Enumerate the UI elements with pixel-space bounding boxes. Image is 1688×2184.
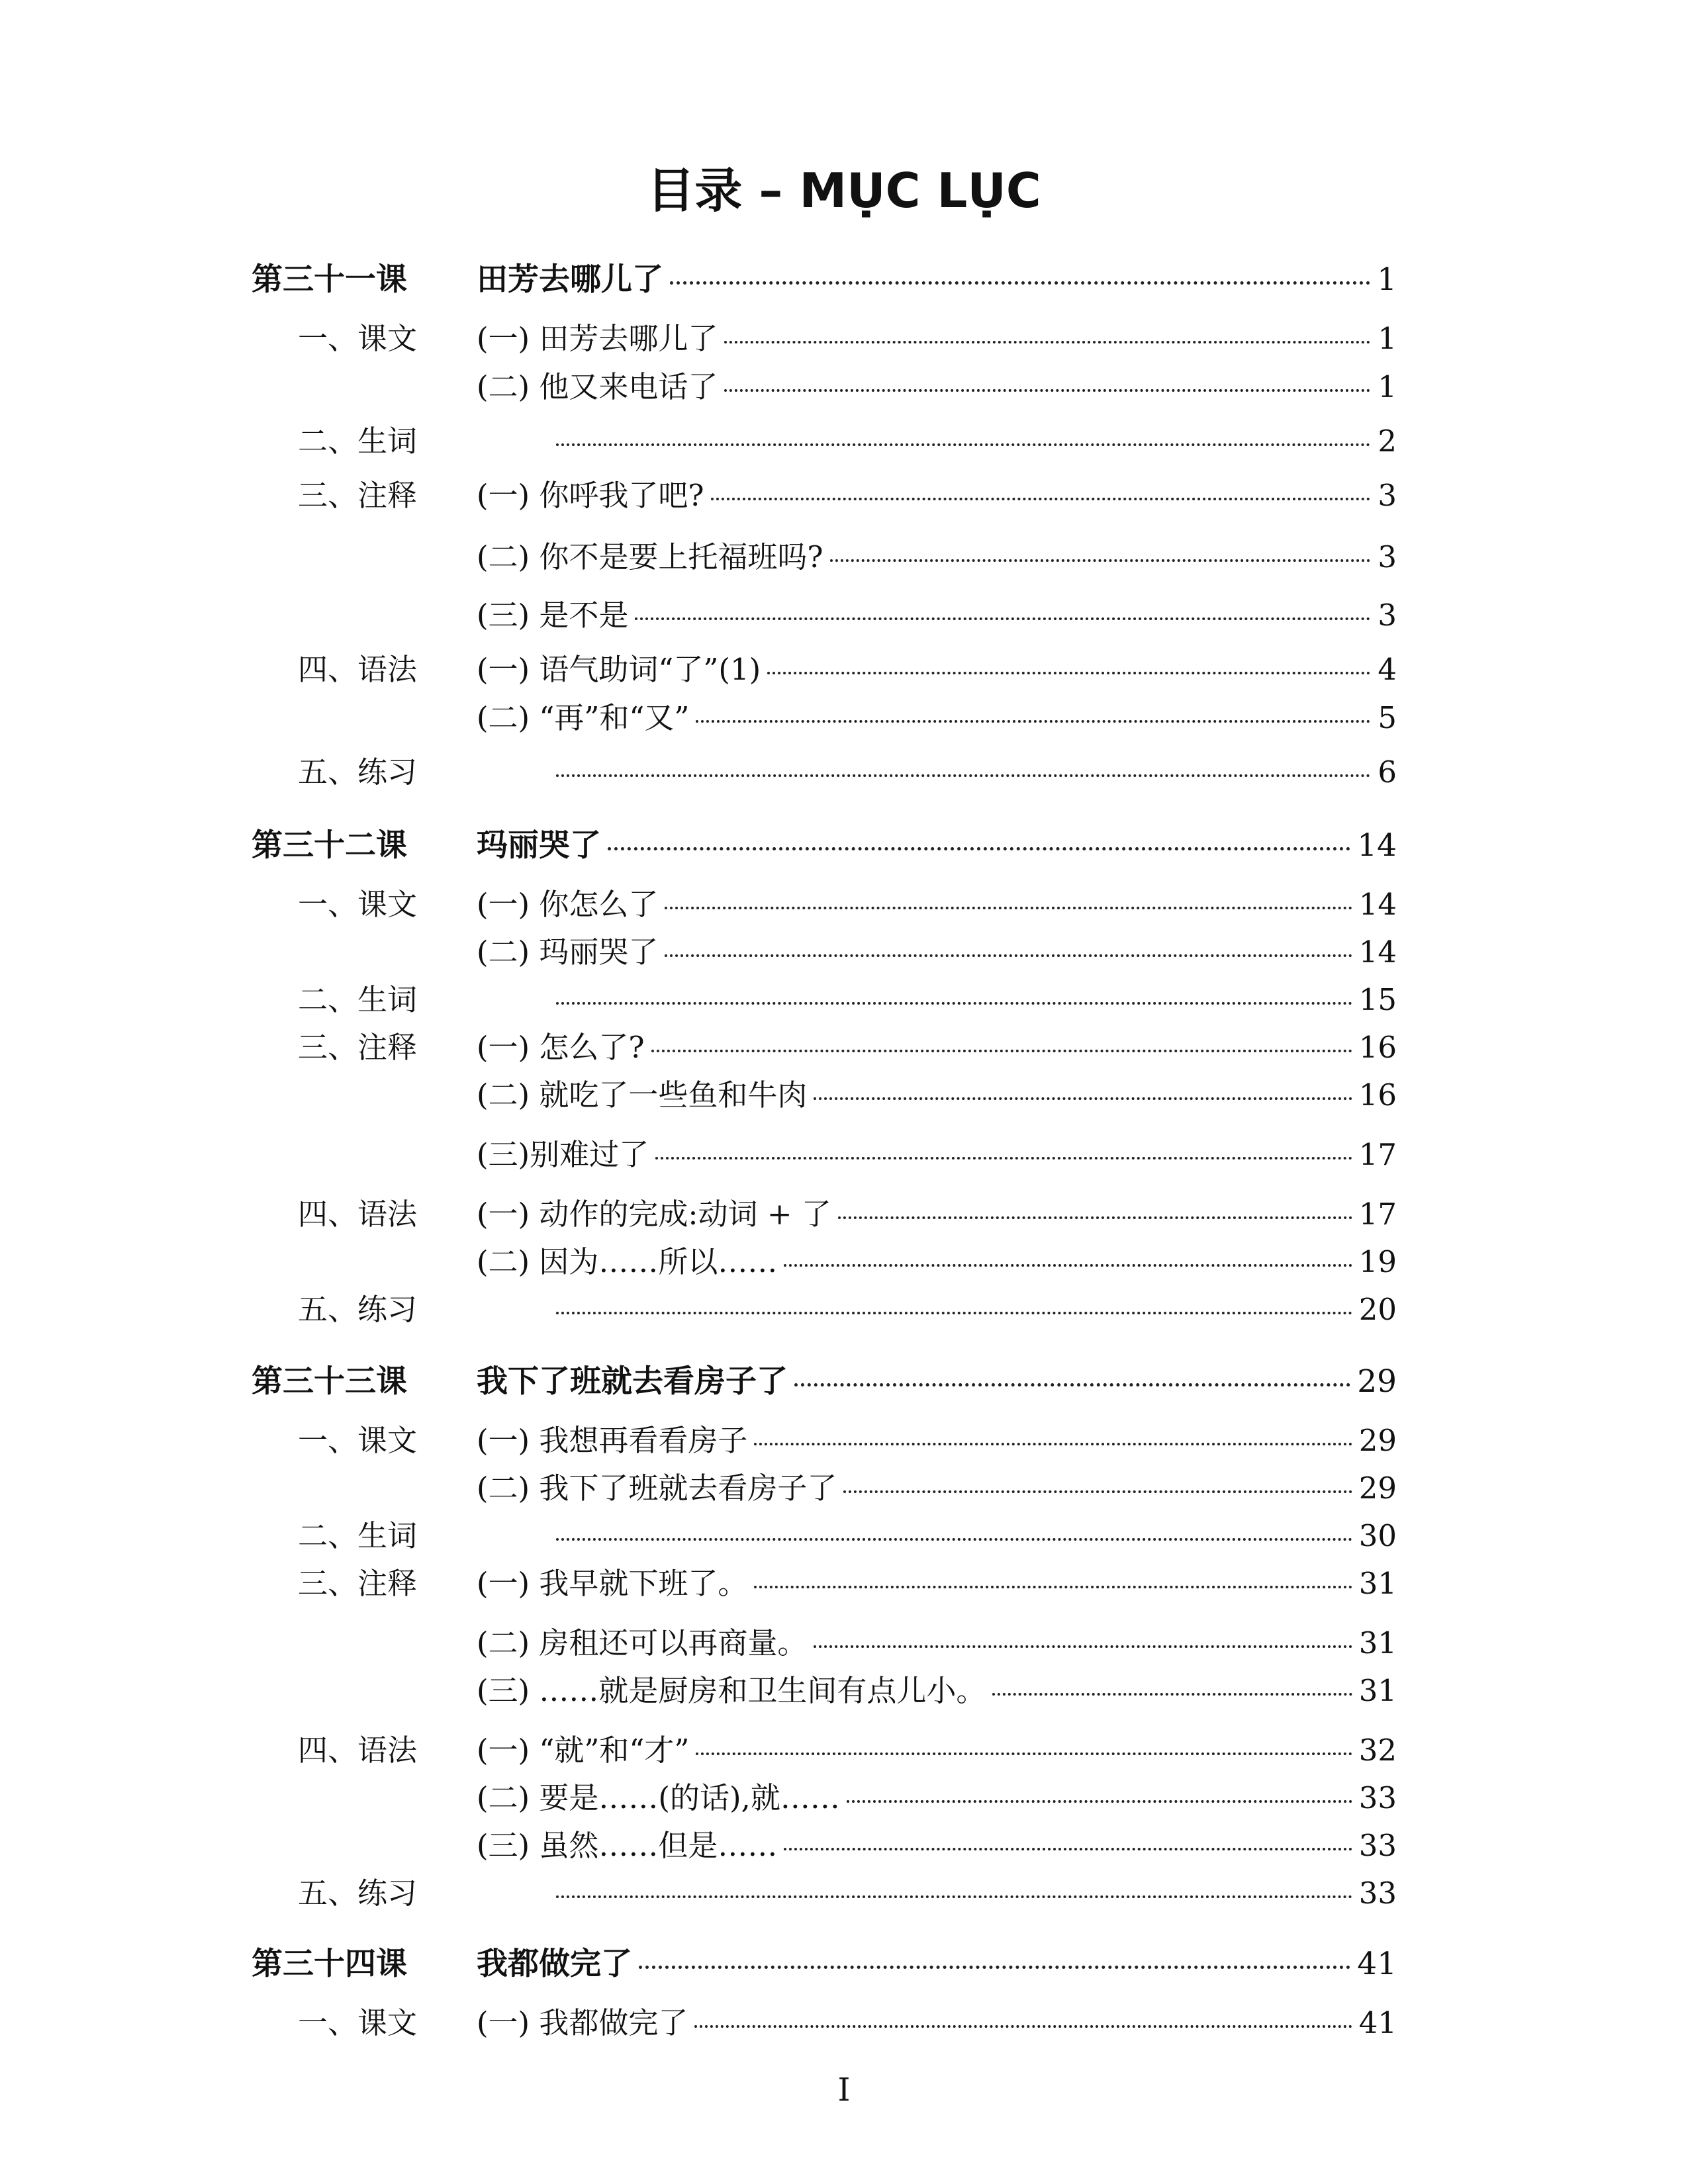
section-label: 三、注释 [298,1566,418,1601]
toc-sub-entry[interactable] [252,1238,1397,1280]
toc-lesson-entry[interactable] [252,1939,1397,1981]
dot-leader [767,672,1370,674]
toc-sub-entry[interactable] [252,1559,1397,1602]
entry-page-number: 3 [1378,539,1397,574]
section-label: 一、课文 [298,321,418,356]
entry-page-number: 1 [1377,261,1397,298]
entry-title: (一) 你呼我了吧? [477,478,704,513]
entry-page-number: 3 [1378,478,1397,513]
toc-sub-entry[interactable] [252,1464,1397,1506]
dot-leader [556,1538,1352,1541]
page-title: 目录 – MỤC LỤC [647,163,1041,218]
toc-sub-entry[interactable] [252,1999,1397,2041]
toc-sub-entry[interactable] [252,880,1397,923]
entry-title: (二) 你不是要上托福班吗? [477,539,823,574]
toc-sub-entry[interactable] [252,363,1397,405]
dot-leader [608,847,1350,850]
section-label: 二、生词 [298,424,418,459]
toc-sub-entry[interactable] [252,1619,1397,1661]
toc-sub-entry[interactable] [252,591,1397,633]
toc-sub-entry[interactable] [252,533,1397,575]
entry-title: (二) 我下了班就去看房子了 [477,1471,837,1506]
entry-title: 田芳去哪儿了 [477,261,663,298]
dot-leader [556,443,1370,446]
section-label: 五、练习 [298,1292,418,1327]
entry-page-number: 30 [1358,1518,1397,1553]
toc-sub-entry[interactable] [252,314,1397,357]
entry-title: (一) 你怎么了 [477,887,659,922]
dot-leader [814,1645,1352,1648]
lesson-label: 第三十三课 [252,1363,407,1400]
entry-page-number: 16 [1358,1030,1397,1065]
entry-title: (三) ……就是厨房和卫生间有点儿小。 [477,1673,986,1708]
dot-leader [847,1800,1352,1803]
entry-page-number: 41 [1358,2005,1397,2040]
entry-title: (二) 就吃了一些鱼和牛肉 [477,1077,808,1113]
entry-page-number: 31 [1358,1566,1397,1601]
entry-title: (一) 怎么了? [477,1030,645,1065]
dot-leader [665,907,1352,909]
entry-title: (二) 房租还可以再商量。 [477,1625,808,1661]
section-label: 五、练习 [298,1876,418,1911]
dot-leader [814,1097,1352,1100]
entry-title: (二) “再”和“又” [477,700,690,735]
dot-leader [754,1443,1352,1445]
entry-title: (一) 我都做完了 [477,2005,688,2040]
dot-leader [556,1895,1352,1898]
toc-sub-entry[interactable] [252,1071,1397,1113]
entry-title: (一) 动作的完成:动词 + 了 [477,1197,831,1232]
section-label: 四、语法 [298,1197,418,1232]
dot-leader [843,1490,1352,1493]
entry-page-number: 4 [1378,652,1397,687]
entry-title: 我都做完了 [477,1946,632,1982]
toc-sub-entry[interactable] [252,1666,1397,1709]
dot-leader [711,498,1370,500]
entry-page-number: 1 [1378,369,1397,404]
entry-title: 玛丽哭了 [477,827,601,864]
entry-title: (一) 我想再看看房子 [477,1423,748,1458]
entry-page-number: 41 [1357,1946,1397,1982]
dot-leader [556,1002,1352,1005]
section-label: 一、课文 [298,1423,418,1458]
entry-title: (一) 语气助词“了”(1) [477,652,761,687]
entry-page-number: 2 [1378,424,1397,459]
toc-sub-entry[interactable] [252,1512,1397,1554]
section-label: 五、练习 [298,754,418,790]
entry-page-number: 17 [1358,1197,1397,1232]
dot-leader [670,281,1370,285]
toc-lesson-entry[interactable] [252,821,1397,863]
dot-leader [556,774,1370,777]
toc-sub-entry[interactable] [252,1285,1397,1328]
dot-leader [724,341,1370,343]
toc-sub-entry[interactable] [252,1023,1397,1066]
entry-title: (二) 玛丽哭了 [477,934,659,970]
entry-page-number: 20 [1358,1292,1397,1327]
entry-page-number: 17 [1358,1137,1397,1172]
toc-sub-entry[interactable] [252,694,1397,736]
entry-title: (三)别难过了 [477,1137,649,1172]
entry-page-number: 16 [1358,1077,1397,1113]
dot-leader [696,1752,1352,1755]
entry-page-number: 29 [1358,1423,1397,1458]
toc-sub-entry[interactable] [252,1774,1397,1816]
entry-title: 我下了班就去看房子了 [477,1363,788,1400]
entry-page-number: 33 [1358,1876,1397,1911]
entry-title: (二) 要是……(的话),就…… [477,1780,840,1815]
dot-leader [639,1966,1350,1969]
entry-title: (一) 我早就下班了。 [477,1566,748,1601]
toc-sub-entry[interactable] [252,1130,1397,1173]
section-label: 二、生词 [298,1518,418,1553]
toc-lesson-entry[interactable] [252,255,1397,297]
dot-leader [556,1312,1352,1314]
toc-sub-entry[interactable] [252,1416,1397,1459]
entry-page-number: 6 [1378,754,1397,790]
entry-title: (二) 因为……所以…… [477,1244,778,1279]
toc-sub-entry[interactable] [252,1190,1397,1232]
entry-title: (三) 是不是 [477,598,629,633]
dot-leader [794,1383,1350,1387]
entry-page-number: 19 [1358,1244,1397,1279]
page-number: I [837,2071,851,2109]
entry-page-number: 14 [1358,887,1397,922]
entry-page-number: 33 [1358,1780,1397,1815]
lesson-label: 第三十一课 [252,261,407,298]
toc-sub-entry[interactable] [252,748,1397,790]
entry-page-number: 33 [1358,1828,1397,1863]
entry-page-number: 5 [1378,700,1397,735]
entry-page-number: 29 [1357,1363,1397,1400]
dot-leader [635,617,1370,620]
entry-page-number: 29 [1358,1471,1397,1506]
entry-page-number: 32 [1358,1733,1397,1768]
entry-page-number: 14 [1357,827,1397,864]
dot-leader [992,1693,1352,1696]
dot-leader [784,1848,1352,1850]
toc-lesson-entry[interactable] [252,1357,1397,1399]
entry-title: (一) 田芳去哪儿了 [477,321,718,356]
section-label: 四、语法 [298,1733,418,1768]
toc-sub-entry[interactable] [252,976,1397,1018]
lesson-label: 第三十四课 [252,1946,407,1982]
dot-leader [651,1050,1352,1052]
section-label: 三、注释 [298,478,418,513]
section-label: 二、生词 [298,982,418,1017]
toc-sub-entry[interactable] [252,471,1397,514]
entry-page-number: 15 [1358,982,1397,1017]
section-label: 三、注释 [298,1030,418,1065]
dot-leader [665,954,1352,957]
entry-page-number: 31 [1358,1625,1397,1661]
entry-title: (三) 虽然……但是…… [477,1828,778,1863]
entry-page-number: 14 [1358,934,1397,970]
toc-sub-entry[interactable] [252,1726,1397,1768]
dot-leader [754,1586,1352,1588]
section-label: 一、课文 [298,2005,418,2040]
dot-leader [696,720,1370,723]
toc-sub-entry[interactable] [252,1869,1397,1911]
toc-sub-entry[interactable] [252,1821,1397,1864]
dot-leader [724,389,1370,392]
entry-page-number: 3 [1378,598,1397,633]
toc-sub-entry[interactable] [252,417,1397,459]
lesson-label: 第三十二课 [252,827,407,864]
section-label: 一、课文 [298,887,418,922]
toc-sub-entry[interactable] [252,645,1397,688]
entry-title: (一) “就”和“才” [477,1733,690,1768]
entry-page-number: 31 [1358,1673,1397,1708]
dot-leader [655,1157,1352,1160]
dot-leader [838,1216,1352,1219]
dot-leader [694,2025,1352,2028]
dot-leader [830,559,1370,562]
section-label: 四、语法 [298,652,418,687]
toc-sub-entry[interactable] [252,928,1397,970]
dot-leader [784,1264,1352,1267]
entry-page-number: 1 [1378,321,1397,356]
entry-title: (二) 他又来电话了 [477,369,718,404]
